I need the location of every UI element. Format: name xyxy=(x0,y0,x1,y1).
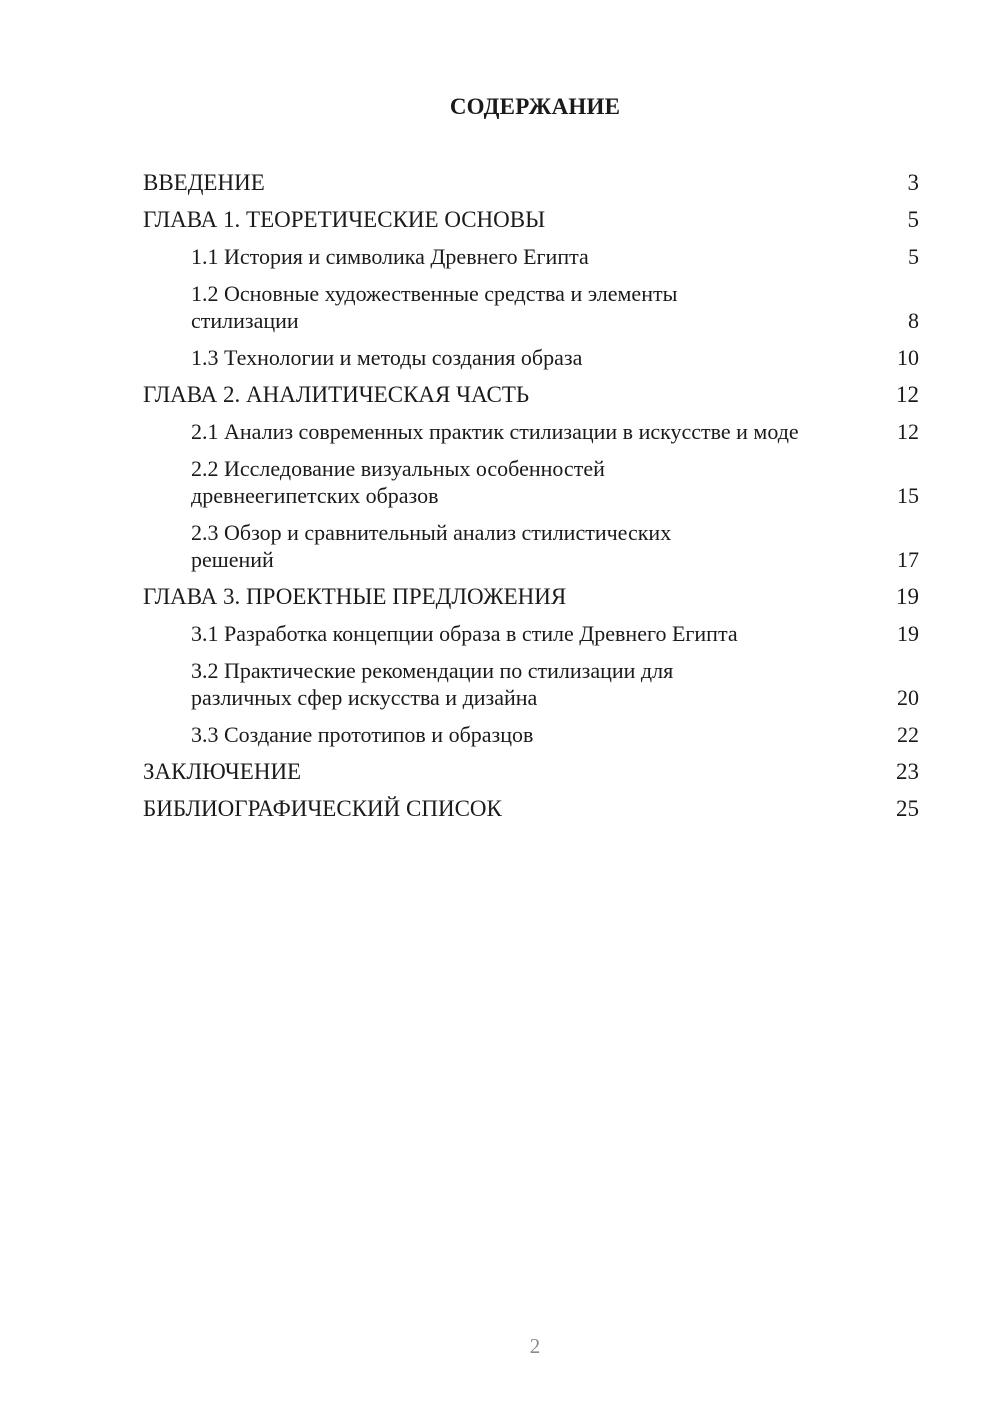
toc-entry-text: ГЛАВА 3. ПРОЕКТНЫЕ ПРЕДЛОЖЕНИЯ xyxy=(143,584,567,609)
toc-entry-page: 8 xyxy=(908,308,919,333)
toc-entry-page: 10 xyxy=(897,345,919,370)
toc-entry-section-2-1 xyxy=(143,418,919,445)
toc-entry-chapter-3 xyxy=(143,583,919,610)
toc-entry-section-3-2 xyxy=(143,657,919,711)
toc-entry-text: 3.1 Разработка концепции образа в стиле Древнего Египта xyxy=(191,621,738,646)
toc-entry-text: ГЛАВА 1. ТЕОРЕТИЧЕСКИЕ ОСНОВЫ xyxy=(143,207,546,232)
table-of-contents xyxy=(143,169,919,822)
toc-entry-chapter-2 xyxy=(143,381,919,408)
toc-entry-section-2-2 xyxy=(143,455,919,509)
toc-entry-text: 2.2 Исследование визуальных особенностей древнеегипетских образов xyxy=(191,456,605,508)
toc-entry-page: 20 xyxy=(897,685,919,710)
toc-entry-section-3-1 xyxy=(143,620,919,647)
toc-entry-section-3-3 xyxy=(143,721,919,748)
toc-entry-chapter-1 xyxy=(143,206,919,233)
toc-entry-introduction xyxy=(143,169,919,196)
toc-entry-page: 12 xyxy=(896,382,919,407)
toc-entry-page: 19 xyxy=(897,621,919,646)
toc-entry-text: 3.2 Практические рекомендации по стилизации для различных сфер искусства и дизайна xyxy=(191,658,674,710)
toc-entry-page: 19 xyxy=(896,584,919,609)
toc-entry-text: 2.3 Обзор и сравнительный анализ стилистических решений xyxy=(191,520,672,572)
toc-entry-page: 25 xyxy=(896,796,919,821)
toc-entry-page: 12 xyxy=(897,419,919,444)
page-title: СОДЕРЖАНИЕ xyxy=(449,94,621,119)
toc-entry-page: 23 xyxy=(896,759,919,784)
toc-entry-page: 15 xyxy=(897,483,919,508)
toc-entry-text: ВВЕДЕНИЕ xyxy=(143,170,265,195)
toc-entry-page: 3 xyxy=(907,170,919,195)
toc-entry-section-1-1 xyxy=(143,243,919,270)
toc-entry-text: ЗАКЛЮЧЕНИЕ xyxy=(143,759,302,784)
toc-entry-page: 5 xyxy=(907,207,919,232)
toc-entry-text: 3.3 Создание прототипов и образцов xyxy=(191,722,534,747)
toc-entry-text: ГЛАВА 2. АНАЛИТИЧЕСКАЯ ЧАСТЬ xyxy=(143,382,530,407)
toc-entry-section-2-3 xyxy=(143,519,919,573)
toc-entry-text: БИБЛИОГРАФИЧЕСКИЙ СПИСОК xyxy=(143,796,502,821)
toc-entry-page: 5 xyxy=(908,244,919,269)
toc-entry-bibliography xyxy=(143,795,919,822)
toc-entry-section-1-3 xyxy=(143,344,919,371)
toc-entry-conclusion xyxy=(143,758,919,785)
toc-entry-text: 1.3 Технологии и методы создания образа xyxy=(191,345,583,370)
toc-entry-section-1-2 xyxy=(143,280,919,334)
page-number: 2 xyxy=(529,1334,541,1358)
toc-entry-text: 1.2 Основные художественные средства и элементы стилизации xyxy=(191,281,678,333)
toc-entry-text: 1.1 История и символика Древнего Египта xyxy=(191,244,589,269)
toc-entry-page: 17 xyxy=(897,547,919,572)
toc-entry-text: 2.1 Анализ современных практик стилизации в искусстве и моде xyxy=(191,419,799,444)
toc-entry-page: 22 xyxy=(897,722,919,747)
